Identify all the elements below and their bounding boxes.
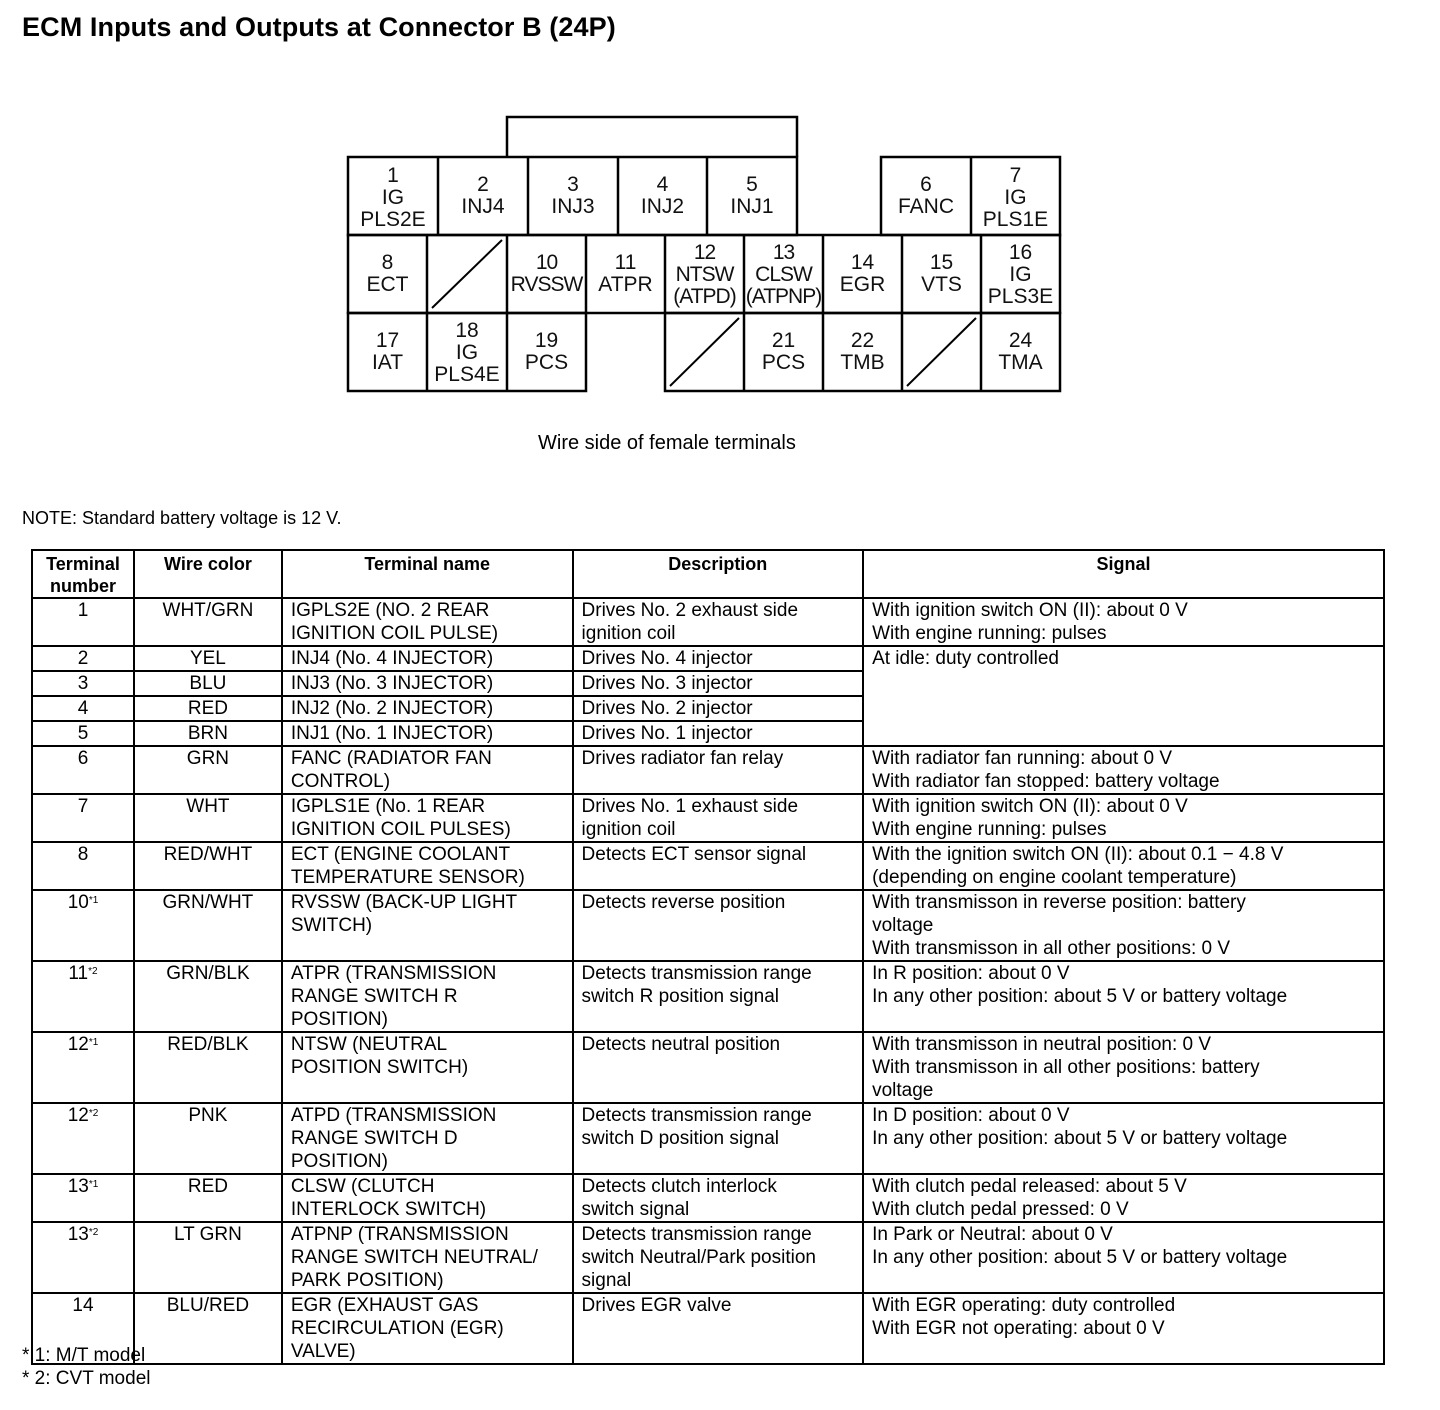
terminal-name-cell-line: INTERLOCK SWITCH): [290, 1199, 487, 1220]
description-cell-line: Drives EGR valve: [581, 1295, 732, 1316]
footnote-2: * 2: CVT model: [22, 1368, 151, 1389]
signal-cell: [863, 598, 1384, 646]
terminal-13: 13 CLSW (ATPNP): [745, 241, 822, 308]
signal-cell-line: voltage: [872, 1080, 934, 1101]
description-cell-line: Drives No. 1 injector: [581, 723, 753, 744]
description-cell: [573, 1103, 864, 1174]
terminal-name-cell-line: NTSW (NEUTRAL: [290, 1034, 448, 1055]
signal-cell-line: With the ignition switch ON (II): about 0.1 − 4.8 V: [872, 844, 1284, 865]
header-terminal-number: Terminal number: [32, 550, 134, 598]
description-cell-line: Detects transmission range: [581, 963, 812, 984]
signal-cell-line: With EGR operating: duty controlled: [872, 1295, 1176, 1316]
signal-cell-line: In any other position: about 5 V or battery voltage: [872, 986, 1288, 1007]
signal-cell-line: With engine running: pulses: [872, 623, 1107, 644]
header-terminal-name: Terminal name: [282, 550, 573, 598]
signal-cell: [863, 794, 1384, 842]
terminal-name-cell-line: ECT (ENGINE COOLANT: [290, 844, 511, 865]
signal-cell-line: With EGR not operating: about 0 V: [872, 1318, 1165, 1339]
description-cell-line: Drives No. 4 injector: [581, 648, 753, 669]
description-cell-line: Drives No. 3 injector: [581, 673, 753, 694]
description-cell-line: signal: [581, 1270, 632, 1291]
terminal-1: 1 IG PLS2E: [360, 164, 426, 231]
terminal-10: 10 RVSSW: [510, 251, 583, 296]
wire-color-cell: BLU/RED: [134, 1293, 282, 1364]
terminal-7: 7 IG PLS1E: [982, 164, 1049, 231]
terminal-number: 14: [72, 1295, 94, 1316]
terminal-name-cell-line: PARK POSITION): [290, 1270, 444, 1291]
terminal-15: 15 VTS: [921, 251, 962, 296]
table-row: [32, 746, 1384, 794]
terminal-name-cell-line: INJ4 (No. 4 INJECTOR): [290, 648, 494, 669]
terminal-number-cell: [32, 842, 134, 890]
terminal-name-cell-line: CONTROL): [290, 771, 391, 792]
terminal-name-cell-line: POSITION SWITCH): [290, 1057, 469, 1078]
signal-cell-line: With clutch pedal released: about 5 V: [872, 1176, 1187, 1197]
terminal-number-cell: [32, 794, 134, 842]
terminal-name-cell-line: RVSSW (BACK-UP LIGHT: [290, 892, 518, 913]
terminal-number: 12: [67, 1105, 89, 1126]
terminal-name-cell: [282, 721, 573, 746]
terminal-name-cell-line: RANGE SWITCH NEUTRAL/: [290, 1247, 538, 1268]
page-title: ECM Inputs and Outputs at Connector B (24P): [22, 12, 616, 42]
terminal-number: 11: [68, 963, 89, 984]
description-cell-line: switch D position signal: [581, 1128, 780, 1149]
wire-color-cell: PNK: [134, 1103, 282, 1174]
terminal-name-cell: [282, 646, 573, 671]
terminal-name-cell: [282, 671, 573, 696]
wire-color-cell: RED/BLK: [134, 1032, 282, 1103]
model-footnote-marker: *2: [88, 1108, 99, 1119]
terminal-number-cell: [32, 646, 134, 671]
description-cell: [573, 842, 864, 890]
terminal-name-cell-line: IGPLS1E (No. 1 REAR: [290, 796, 486, 817]
table-row: [32, 961, 1384, 1032]
terminal-name-cell-line: INJ3 (No. 3 INJECTOR): [290, 673, 494, 694]
wire-color-cell: LT GRN: [134, 1222, 282, 1293]
terminal-number: 8: [77, 844, 89, 865]
terminal-number: 13: [67, 1224, 89, 1245]
table-row: [32, 1293, 1384, 1364]
signal-cell: [863, 890, 1384, 961]
terminal-name-cell-line: IGPLS2E (NO. 2 REAR: [290, 600, 490, 621]
description-cell: [573, 1222, 864, 1293]
terminal-name-cell: [282, 598, 573, 646]
model-footnote-marker: *1: [88, 895, 99, 906]
signal-cell: [863, 961, 1384, 1032]
wire-color-cell: RED: [134, 696, 282, 721]
wire-color-cell: GRN: [134, 746, 282, 794]
terminal-number: 10: [67, 892, 89, 913]
terminal-24: 24 TMA: [998, 329, 1043, 374]
terminal-name-cell-line: POSITION): [290, 1151, 388, 1172]
terminal-4: 4 INJ2: [640, 173, 685, 218]
signal-cell-line: In any other position: about 5 V or battery voltage: [872, 1247, 1288, 1268]
table-row: [32, 1032, 1384, 1103]
wire-color-cell: GRN/BLK: [134, 961, 282, 1032]
terminal-name-cell: [282, 696, 573, 721]
terminal-16: 16 IG PLS3E: [987, 241, 1054, 308]
signal-cell-line: With transmisson in neutral position: 0 V: [872, 1034, 1212, 1055]
description-cell-line: Drives No. 1 exhaust side: [581, 796, 799, 817]
signal-cell: [863, 1222, 1384, 1293]
description-cell-line: Detects clutch interlock: [581, 1176, 777, 1197]
terminal-21: 21 PCS: [761, 329, 806, 374]
terminal-name-cell: [282, 1174, 573, 1222]
terminal-number-cell: [32, 746, 134, 794]
terminal-8: 8 ECT: [366, 251, 409, 296]
terminal-name-cell: [282, 842, 573, 890]
table-row: [32, 1222, 1384, 1293]
signal-cell-line: voltage: [872, 915, 934, 936]
signal-cell-line: With transmisson in all other positions: 0 V: [872, 938, 1231, 959]
terminal-number-cell: [32, 890, 134, 961]
terminal-name-cell-line: INJ2 (No. 2 INJECTOR): [290, 698, 494, 719]
signal-cell: [863, 646, 1384, 746]
signal-cell-line: (depending on engine coolant temperature): [872, 867, 1237, 888]
connector-caption: Wire side of female terminals: [538, 432, 796, 454]
wire-color-cell: RED: [134, 1174, 282, 1222]
terminal-number: 4: [77, 698, 89, 719]
description-cell: [573, 961, 864, 1032]
terminal-name-cell: [282, 961, 573, 1032]
signal-cell-line: With clutch pedal pressed: 0 V: [872, 1199, 1129, 1220]
description-cell-line: Detects transmission range: [581, 1105, 812, 1126]
terminal-19: 19 PCS: [524, 329, 569, 374]
wire-color-cell: WHT: [134, 794, 282, 842]
terminal-name-cell-line: IGNITION COIL PULSE): [290, 623, 499, 644]
terminal-name-cell-line: ATPD (TRANSMISSION: [290, 1105, 497, 1126]
description-cell: [573, 1032, 864, 1103]
terminal-name-cell-line: ATPNP (TRANSMISSION: [290, 1224, 509, 1245]
description-cell-line: Detects neutral position: [581, 1034, 781, 1055]
description-cell-line: Drives No. 2 exhaust side: [581, 600, 799, 621]
terminal-name-cell-line: EGR (EXHAUST GAS: [290, 1295, 479, 1316]
description-cell: [573, 721, 864, 746]
signal-cell-line: In R position: about 0 V: [872, 963, 1070, 984]
terminal-name-cell: [282, 890, 573, 961]
terminal-number: 5: [77, 723, 89, 744]
terminal-name-cell-line: FANC (RADIATOR FAN: [290, 748, 492, 769]
terminal-number: 2: [77, 648, 89, 669]
description-cell-line: ignition coil: [581, 819, 676, 840]
terminal-number-cell: [32, 1174, 134, 1222]
terminal-number-cell: [32, 721, 134, 746]
table-row: [32, 646, 1384, 671]
footnotes: [22, 1344, 150, 1390]
terminal-2: 2 INJ4: [461, 173, 505, 218]
terminal-name-cell-line: SWITCH): [290, 915, 373, 936]
terminal-11: 11 ATPR: [598, 251, 653, 296]
description-cell: [573, 671, 864, 696]
signal-cell: [863, 746, 1384, 794]
wire-color-cell: RED/WHT: [134, 842, 282, 890]
wire-color-cell: GRN/WHT: [134, 890, 282, 961]
terminal-number: 1: [77, 600, 89, 621]
terminal-6: 6 FANC: [897, 173, 954, 218]
terminal-number-cell: [32, 1032, 134, 1103]
footnote-1: * 1: M/T model: [22, 1345, 146, 1366]
signal-cell-line: In any other position: about 5 V or battery voltage: [872, 1128, 1288, 1149]
description-cell: [573, 598, 864, 646]
model-footnote-marker: *2: [88, 1227, 99, 1238]
terminal-number-cell: [32, 671, 134, 696]
description-cell-line: switch R position signal: [581, 986, 780, 1007]
terminal-name-cell: [282, 794, 573, 842]
terminal-name-cell: [282, 746, 573, 794]
wire-color-cell: WHT/GRN: [134, 598, 282, 646]
signal-cell-line: With transmisson in reverse position: battery: [872, 892, 1246, 913]
signal-cell-line: With engine running: pulses: [872, 819, 1107, 840]
table-row: [32, 794, 1384, 842]
description-cell: [573, 646, 864, 671]
terminal-5: 5 INJ1: [730, 173, 774, 218]
table-row: [32, 1103, 1384, 1174]
description-cell: [573, 890, 864, 961]
signal-cell: [863, 1032, 1384, 1103]
terminal-name-cell-line: VALVE): [290, 1341, 356, 1362]
model-footnote-marker: *1: [88, 1037, 99, 1048]
terminal-name-cell-line: TEMPERATURE SENSOR): [290, 867, 525, 888]
description-cell-line: ignition coil: [581, 623, 676, 644]
table-row: [32, 1174, 1384, 1222]
terminal-number-cell: [32, 961, 134, 1032]
description-cell: [573, 1174, 864, 1222]
wire-color-cell: BRN: [134, 721, 282, 746]
description-cell-line: Detects transmission range: [581, 1224, 812, 1245]
signal-cell-line: In D position: about 0 V: [872, 1105, 1070, 1126]
table-header-row: [32, 550, 1384, 598]
signal-cell-line: With radiator fan running: about 0 V: [872, 748, 1173, 769]
terminal-number-cell: [32, 1103, 134, 1174]
connector-diagram: [340, 110, 1070, 400]
terminal-name-cell: [282, 1293, 573, 1364]
model-footnote-marker: *2: [88, 966, 98, 977]
terminal-number: 6: [77, 748, 89, 769]
description-cell: [573, 696, 864, 721]
description-cell-line: Drives No. 2 injector: [581, 698, 753, 719]
terminal-name-cell-line: RANGE SWITCH D: [290, 1128, 458, 1149]
terminal-name-cell-line: CLSW (CLUTCH: [290, 1176, 435, 1197]
signal-cell-line: At idle: duty controlled: [872, 648, 1060, 669]
terminal-number-cell: [32, 696, 134, 721]
table-row: [32, 842, 1384, 890]
description-cell-line: switch signal: [581, 1199, 690, 1220]
signal-cell-line: With radiator fan stopped: battery voltage: [872, 771, 1220, 792]
terminal-3: 3 INJ3: [551, 173, 595, 218]
terminal-18: 18 IG PLS4E: [434, 319, 500, 386]
terminal-number-cell: [32, 1222, 134, 1293]
terminal-name-cell-line: ATPR (TRANSMISSION: [290, 963, 497, 984]
description-cell-line: switch Neutral/Park position: [581, 1247, 816, 1268]
terminal-name-cell-line: INJ1 (No. 1 INJECTOR): [290, 723, 494, 744]
header-signal: Signal: [863, 550, 1384, 598]
header-description: Description: [573, 550, 864, 598]
signal-cell-line: With transmisson in all other positions: battery: [872, 1057, 1260, 1078]
description-cell-line: Detects ECT sensor signal: [581, 844, 807, 865]
terminal-name-cell: [282, 1103, 573, 1174]
terminal-number: 7: [77, 796, 89, 817]
table-row: [32, 598, 1384, 646]
terminal-name-cell-line: RANGE SWITCH R: [290, 986, 458, 1007]
signal-cell: [863, 842, 1384, 890]
terminal-name-cell: [282, 1032, 573, 1103]
terminal-number: 13: [67, 1176, 89, 1197]
battery-note: NOTE: Standard battery voltage is 12 V.: [22, 508, 342, 528]
signal-cell-line: In Park or Neutral: about 0 V: [872, 1224, 1113, 1245]
terminal-12: 12 NTSW (ATPD): [673, 241, 736, 308]
terminal-number: 12: [67, 1034, 89, 1055]
signal-cell-line: With ignition switch ON (II): about 0 V: [872, 600, 1188, 621]
description-cell: [573, 794, 864, 842]
header-wire-color: Wire color: [134, 550, 282, 598]
terminal-name-cell: [282, 1222, 573, 1293]
terminal-name-cell-line: RECIRCULATION (EGR): [290, 1318, 504, 1339]
signal-cell: [863, 1174, 1384, 1222]
terminal-name-cell-line: POSITION): [290, 1009, 388, 1030]
description-cell-line: Drives radiator fan relay: [581, 748, 784, 769]
terminal-14: 14 EGR: [839, 251, 886, 296]
wire-color-cell: BLU: [134, 671, 282, 696]
terminal-17: 17 IAT: [371, 329, 404, 374]
table-row: [32, 890, 1384, 961]
terminal-22: 22 TMB: [840, 329, 885, 374]
wire-color-cell: YEL: [134, 646, 282, 671]
description-cell-line: Detects reverse position: [581, 892, 786, 913]
signal-cell: [863, 1293, 1384, 1364]
terminal-number: 3: [77, 673, 89, 694]
signal-table: [31, 549, 1385, 1365]
terminal-number-cell: [32, 598, 134, 646]
signal-cell: [863, 1103, 1384, 1174]
description-cell: [573, 1293, 864, 1364]
model-footnote-marker: *1: [88, 1179, 99, 1190]
terminal-name-cell-line: IGNITION COIL PULSES): [290, 819, 511, 840]
signal-cell-line: With ignition switch ON (II): about 0 V: [872, 796, 1188, 817]
description-cell: [573, 746, 864, 794]
